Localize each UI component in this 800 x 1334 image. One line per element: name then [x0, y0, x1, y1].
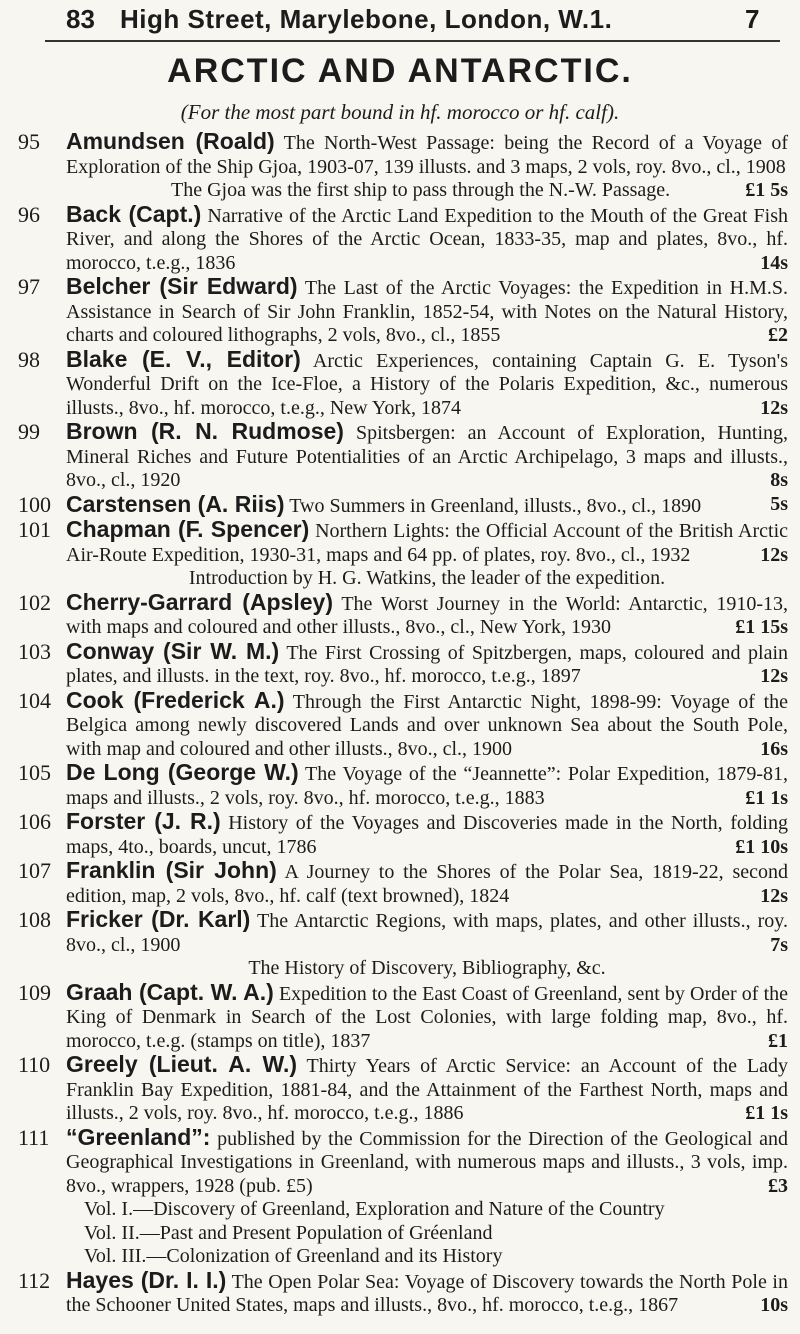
- entry-author: Cherry-Garrard (Apsley): [66, 588, 333, 615]
- entry-description: Northern Lights: the Official Account of the British Arctic Air-Route Expedition, 1930-31, maps and 64 pp. of plates, roy. 8vo., cl., 1932: [66, 520, 788, 566]
- entry-author: Fricker (Dr. Karl): [66, 906, 251, 932]
- entry-number: 102: [18, 589, 51, 615]
- section-title: ARCTIC AND ANTARCTIC.: [167, 52, 633, 90]
- catalogue-entry: [18, 1266, 788, 1318]
- entry-author: Brown (R. N. Rudmose): [66, 418, 344, 444]
- entry-author: Amundsen (Roald): [66, 128, 275, 154]
- entry-author: Blake (E. V., Editor): [66, 345, 301, 372]
- entry-note: Introduction by H. G. Watkins, the leader of the expedition.: [188, 567, 666, 589]
- entry-author: Forster (J. R.): [66, 808, 221, 834]
- entry-price: £1 10s: [735, 835, 788, 858]
- entry-description: The Open Polar Sea: Voyage of Discovery towards the North Pole in the Schooner United States, maps and illusts., 8vo., hf. morocco, t.e.g., 1867: [66, 1270, 788, 1316]
- entry-price: £3: [768, 1174, 788, 1197]
- entry-description: Spitsbergen: an Account of Exploration, Hunting, Mineral Riches and Future Potentialities of an Arctic Archipelago, 3 maps and illusts., 8vo., cl., 1920: [66, 422, 788, 491]
- entry-price: 16s: [760, 737, 788, 760]
- entry-author: Greely (Lieut. A. W.): [66, 1051, 298, 1077]
- entry-author: Franklin (Sir John): [66, 857, 277, 883]
- entry-author: Hayes (Dr. I. I.): [66, 1266, 227, 1293]
- entry-price: £1 1s: [745, 1102, 788, 1124]
- entry-author: De Long (George W.): [66, 759, 299, 785]
- entry-number: 111: [18, 1124, 50, 1150]
- entry-author: Cook (Frederick A.): [66, 686, 285, 713]
- entry-volume-line: Vol. I.—Discovery of Greenland, Exploration and Nature of the Country: [84, 1198, 665, 1220]
- entry-price: £1 5s: [745, 179, 788, 201]
- entry-price: 12s: [760, 396, 788, 419]
- entry-volume-line: Vol. III.—Colonization of Greenland and its History: [84, 1245, 503, 1267]
- folio-number: 7: [745, 4, 760, 34]
- entry-number: 95: [18, 129, 40, 154]
- entry-description: The Voyage of the “Jeannette”: Polar Expedition, 1879-81, maps and illusts., 2 vols, roy. 8vo., hf. morocco, t.e.g., 1883: [66, 763, 788, 809]
- catalogue-entry: [18, 200, 788, 276]
- entry-number: 112: [18, 1267, 51, 1293]
- entry-number: 105: [18, 760, 51, 785]
- entry-price: 12s: [760, 665, 788, 687]
- bookseller-address: High Street, Marylebone, London, W.1.: [120, 4, 613, 34]
- entry-description: Expedition to the East Coast of Greenland, sent by Order of the King of Denmark in Search of the Lost Colonies, with large folding map, 8vo., hf. morocco, t.e.g. (stamps on title), 1837: [66, 982, 789, 1052]
- entry-description: published by the Commission for the Direction of the Geological and Geographical Investigations in Greenland, with numerous maps and illusts., 3 vols, imp. 8vo., wrappers, 1928 (pub. £5): [66, 1127, 789, 1197]
- entry-description: History of the Voyages and Discoveries made in the North, folding maps, 4to., boards, uncut, 1786: [66, 812, 788, 858]
- entry-description: Narrative of the Arctic Land Expedition to the Mouth of the Great Fish River, and along the Shores of the Arctic Ocean, 1833-35, map and plates, 8vo., hf. morocco, t.e.g., 1836: [66, 204, 788, 274]
- entry-number: 109: [18, 979, 51, 1005]
- entry-number: 108: [18, 907, 51, 932]
- catalogue-entry: [18, 859, 788, 908]
- catalogue-entry: [18, 588, 789, 640]
- entry-number: 106: [18, 809, 51, 834]
- catalogue-entry: [18, 275, 788, 348]
- entry-number: 101: [18, 517, 51, 542]
- catalogue-entry: [18, 130, 788, 203]
- entry-price: £1 1s: [745, 786, 788, 809]
- catalogue-entry: [18, 518, 788, 591]
- entry-price: 10s: [760, 1294, 788, 1316]
- catalogue-entry: [18, 761, 788, 810]
- catalogue-entry: [18, 1123, 789, 1269]
- entry-description: Through the First Antarctic Night, 1898-99: Voyage of the Belgica among newly discovered Lands and over unknown Sea about the South Pole, with map and coloured and other illusts., 8vo., cl., 1900: [66, 690, 788, 760]
- catalogue-entry: [18, 490, 788, 519]
- entry-number: 100: [18, 491, 51, 517]
- entry-volume-line: Vol. II.—Past and Present Population of Gréenland: [84, 1221, 493, 1244]
- catalogue-entry: [18, 637, 789, 689]
- entry-number: 96: [18, 201, 40, 227]
- catalogue-entry: [18, 420, 788, 493]
- entry-number: 98: [18, 346, 40, 372]
- entry-number: 104: [18, 687, 51, 713]
- entry-description: Two Summers in Greenland, illusts., 8vo., cl., 1890: [289, 494, 702, 517]
- entry-number: 103: [18, 638, 51, 664]
- entry-author: “Greenland”:: [66, 1123, 211, 1150]
- entry-price: 14s: [760, 251, 788, 274]
- entry-description: Arctic Experiences, containing Captain G. E. Tyson's Wonderful Drift on the Ice-Floe, a History of the Polaris Expedition, &c., numerous illusts., 8vo., hf. morocco, t.e.g., New York, 1874: [66, 349, 788, 419]
- entry-price: £2: [768, 324, 788, 346]
- section-subtitle: (For the most part bound in hf. morocco or hf. calf).: [180, 100, 620, 124]
- catalogue-entry: [18, 978, 789, 1054]
- entry-author: Chapman (F. Spencer): [66, 516, 310, 542]
- catalogue-entries: [18, 130, 788, 1318]
- entry-number: 110: [18, 1052, 51, 1077]
- entry-number: 99: [18, 419, 40, 444]
- entry-price: £1 15s: [735, 616, 788, 638]
- entry-description: The First Crossing of Spitzbergen, maps, coloured and plain plates, and illusts. in the text, roy. 8vo., hf. morocco, t.e.g., 1897: [66, 641, 789, 687]
- catalogue-entry: [18, 810, 788, 859]
- entry-author: Back (Capt.): [66, 200, 202, 227]
- entry-author: Conway (Sir W. M.): [66, 637, 280, 664]
- entry-author: Graah (Capt. W. A.): [66, 978, 274, 1005]
- entry-note: The Gjoa was the first ship to pass through the N.-W. Passage.: [171, 179, 671, 201]
- entry-description: The North-West Passage: being the Record of a Voyage of Exploration of the Ship Gjoa, 1903-07, 139 illusts. and 3 maps, 2 vols, roy. 8vo., cl., 1908: [66, 132, 788, 178]
- entry-description: A Journey to the Shores of the Polar Sea, 1819-22, second edition, map, 2 vols, 8vo., hf. calf (text browned), 1824: [66, 861, 788, 907]
- entry-price: 7s: [770, 933, 788, 956]
- entry-price: 5s: [770, 492, 788, 515]
- entry-description: Thirty Years of Arctic Service: an Account of the Lady Franklin Bay Expedition, 1881-84, and the Attainment of the Farthest North, maps and illusts., 2 vols, roy. 8vo., hf. morocco, t.e.g., 1886: [66, 1055, 789, 1124]
- entry-description: The Antarctic Regions, with maps, plates, and other illusts., roy. 8vo., cl., 1900: [66, 910, 789, 956]
- entry-price: 8s: [770, 469, 788, 491]
- page-header: [0, 0, 800, 40]
- entry-price: £1: [768, 1029, 788, 1052]
- page-number: 83: [66, 4, 95, 34]
- catalogue-entry: [18, 908, 788, 981]
- entry-number: 97: [18, 274, 40, 299]
- entry-price: 12s: [760, 884, 788, 907]
- header-rule: [45, 40, 780, 42]
- catalogue-entry: [18, 1053, 788, 1126]
- entry-number: 107: [18, 858, 51, 883]
- entry-description: The Worst Journey in the World: Antarctic, 1910-13, with maps and coloured and other illusts., 8vo., cl., New York, 1930: [66, 592, 789, 638]
- catalogue-entry: [18, 345, 788, 421]
- entry-description: The Last of the Arctic Voyages: the Expedition in H.M.S. Assistance in Search of Sir John Franklin, 1852-54, with Notes on the Natural History, charts and coloured lithographs, 2 vols, 8vo., cl., 1855: [66, 277, 788, 346]
- entry-note: The History of Discovery, Bibliography, &c.: [248, 957, 606, 979]
- catalogue-entry: [18, 686, 788, 762]
- entry-price: 12s: [760, 543, 788, 566]
- entry-author: Belcher (Sir Edward): [66, 273, 298, 299]
- entry-author: Carstensen (A. Riis): [66, 490, 285, 517]
